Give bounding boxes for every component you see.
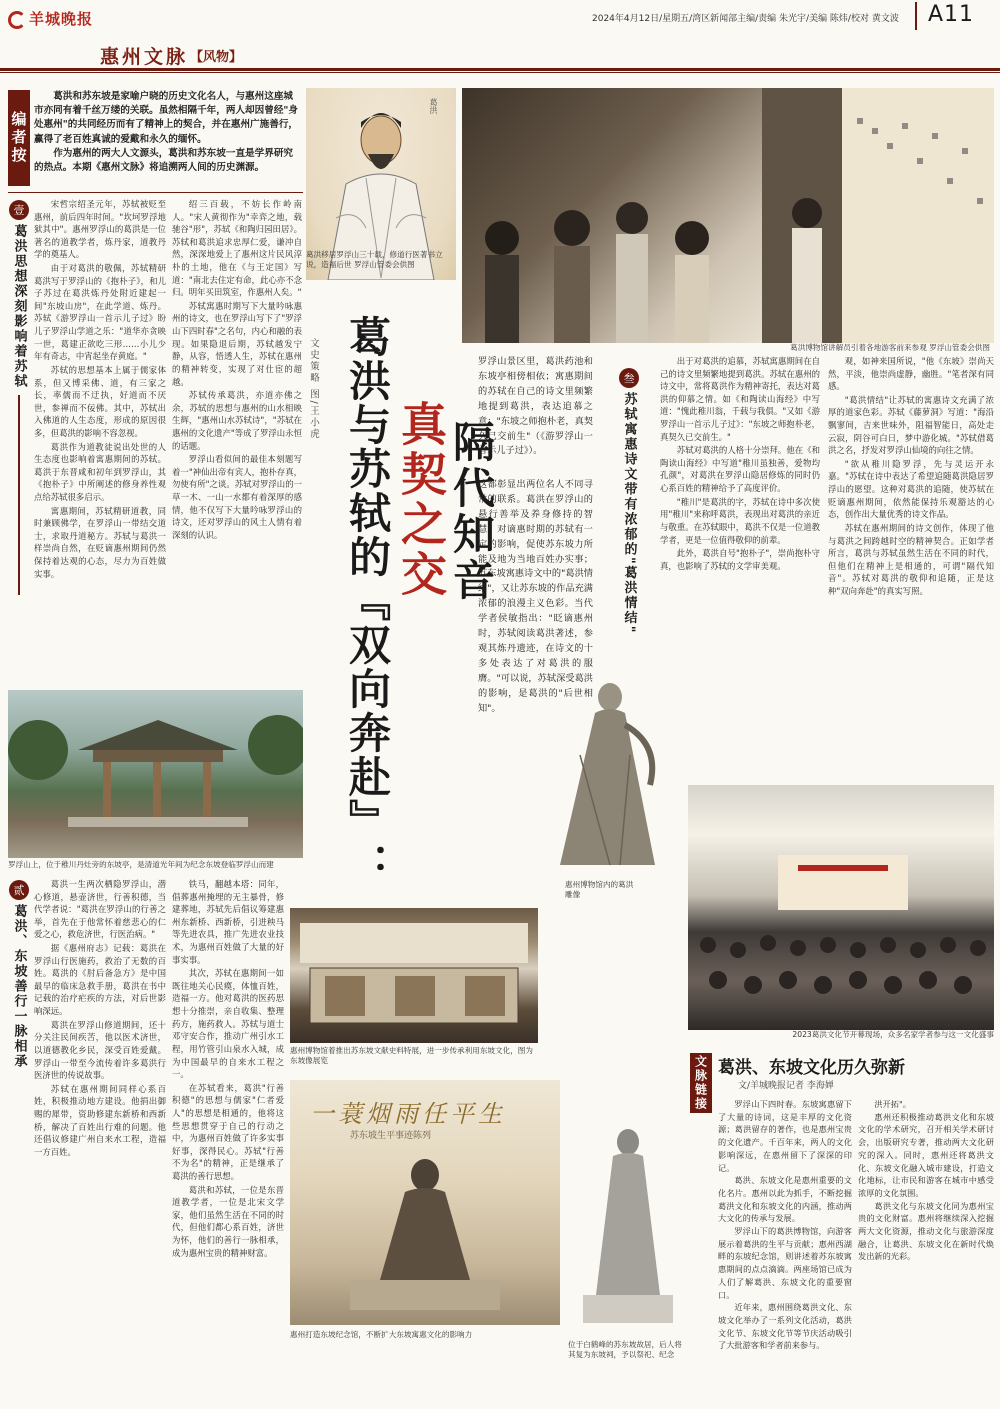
masthead-rule: [0, 68, 1000, 71]
page-number: A11: [928, 2, 975, 27]
section-1-bar: [18, 395, 20, 595]
paragraph: 罗浮山下的葛洪博物馆，向游客展示着葛洪的生平与贡献；惠州西湖畔的东坡纪念馆，则讲述着苏东坡寓惠期间的点点滴滴。两座场馆已成为人们了解葛洪、东坡文化的重要窗口。: [718, 1226, 852, 1300]
paragraph: 葛洪一生两次栖隐罗浮山，潜心修道，悬壶济世，行善积德，当代学者说："葛洪在罗浮山的行善之举，首先在于他常怀着慈悲心的仁爱之心，救危济世，行医治病。": [34, 879, 166, 940]
lead-paragraph-2: 这都彰显出两位名人不同寻常的联系。葛洪在罗浮山的悬行善举及养身修持的智慧，对谪惠时期的苏轼有一定的影响，促使苏东坡力所能及地为当地百姓办实事；苏东坡寓惠诗文中的"葛洪情结"，又让苏东坡的作品充满浓郁的浪漫主义色彩。当代学者侯敏指出："眨谪惠州时，苏轼阅读葛洪著述，参观其炼丹遗迹，在诗文的十多处表达了对葛洪的服膺。"可以说，苏轼深受葛洪的影响，是葛洪的"后世相知"。: [478, 479, 593, 714]
editor-note-rule: [8, 192, 303, 193]
editor-note: [34, 90, 302, 186]
masthead-rule-thin: [0, 72, 1000, 73]
festival-hall-caption: 2023葛洪文化节开幕现场，众多名家学者参与这一文化盛事: [792, 1030, 994, 1039]
section-3-column-2: [828, 355, 994, 775]
dongpo-figure-icon: [290, 1080, 560, 1325]
paragraph: 寓惠期间，苏轼精研道教，同时兼顾佛学，在罗浮山一带结交道士，求取丹道秘方。苏轼与葛洪一样崇尚自然，在贬谪惠州期间仍然保持着达观的心态，尽力为百姓做实事。: [34, 505, 166, 579]
link-section-column-2: [858, 1098, 994, 1398]
section-2-column-1: [34, 878, 166, 1393]
page-number-divider: [915, 2, 917, 30]
editor-note-label: 编者按: [8, 90, 30, 186]
lead-paragraph-1: 罗浮山景区里，葛洪药池和东坡亭相傍相依；寓惠期间的苏轼在自己的诗文里频繁地提到葛洪，表达追慕之意："东坡之师抱朴老，真契久已交前生"（《游罗浮山一首示儿子过》）。: [478, 356, 593, 457]
statue-caption: 惠州博物馆内的葛洪雕像: [565, 880, 634, 900]
dongpo-statue-caption: 位于白鹤峰的苏东坡故居，后人将其复为东坡祠，予以祭祀、纪念: [568, 1340, 682, 1360]
masthead: [0, 0, 1000, 75]
paragraph: 绍三百载，不妨长作岭南人。"宋人黄彻作为"幸弈之地，载驰谷"形"，苏轼《和陶归园田居》。苏轼和葛洪追求忠厚仁爱，谦冲自然，深深地爱上了惠州这片民风淳朴的土地，他在《与王定国》写道："南北去住定有命，此心亦不念归。明年买田筑室，作惠州人矣。": [172, 199, 302, 298]
section-2-number: 贰: [9, 880, 29, 900]
headline-main: 葛洪与苏轼的『双向奔赴』：: [343, 315, 392, 887]
paragraph: "欲从稚川隐罗浮，先与灵运开永嘉。"苏轼在诗中表达了希望追随葛洪隐居罗浮山的愿望。这种对葛洪的追随，使苏轼在贬谪惠州期间，依然能保持乐观豁达的心态，创作出大量优秀的诗文作品。: [828, 458, 994, 520]
logo-mark-icon: [8, 11, 26, 29]
section-3-number: 叁: [619, 368, 639, 388]
newspaper-logo: [8, 8, 93, 29]
dongpo-memorial-photo: [290, 1080, 560, 1325]
exhibition-photo: [290, 908, 538, 1043]
section-1-tag: [8, 200, 30, 595]
paragraph: 铁马，翻越本塔：同年，倡葬惠州掩埋的无主暴骨，修建葬地，苏轼先后倡议筹建惠州东新桥、西新桥，引进秧马等先进农具，推广先进农业技术，为惠州百姓做了大量的好事实事。: [172, 879, 284, 965]
link-section-byline: 文/羊城晚报记者 李海婵: [738, 1081, 834, 1091]
section-1-column-1: [34, 198, 166, 680]
paragraph: 葛洪在罗浮山修道期间，还十分关注民间疾苦，他以医术济世，以道德教化乡民，深受百姓爱戴。罗浮山一带至今流传着许多葛洪行医济世的传说故事。: [34, 1019, 166, 1081]
banner-calligraphy: 一蓑烟雨任平生: [310, 1100, 506, 1128]
museum-visitors-photo: [462, 88, 994, 343]
headline-sub-2: 隔代知音: [447, 420, 496, 604]
issue-info: 2024年4月12日/星期五/湾区新闻部主编/责编 朱光宇/美编 陈炜/校对 黄文波: [592, 14, 899, 24]
section-2-column-2: [172, 878, 284, 1393]
paragraph: 苏轼传承葛洪，亦道亦佛之余，苏轼的思想与惠州的山水相映生辉，"惠州山水苏轼诗"，"苏轼在惠州的文化遗产"等成了罗浮山永恒的话题。: [172, 390, 302, 451]
section-2-title: 葛洪、东坡善行一脉相承: [11, 904, 27, 1069]
paragraph: 据《惠州府志》记载：葛洪在罗浮山行医施药，救治了无数的百姓。葛洪的《肘后备急方》是中国最早的临床急救手册，葛洪在书中记载的治疗疟疾的方法，对后世影响深远。: [34, 943, 166, 1017]
editor-note-paragraph: 作为惠州的两大人文源头，葛洪和苏东坡一直是学界研究的热点。本期《惠州文脉》将追溯两人间的历史渊源。: [34, 147, 294, 173]
paragraph: 惠州还积极推动葛洪文化和东坡文化的学术研究，召开相关学术研讨会，出版研究专著，推动两大文化研究的深入。同时，惠州还将葛洪文化、东坡文化融入城市建设，打造文化地标，让市民和游客在城市中感受浓厚的文化氛围。: [858, 1111, 994, 1198]
portrait-caption: 葛洪移居罗浮山三十载，修道行医著书立说，造福后世 罗浮山管委会供图: [306, 250, 443, 270]
paragraph: 在苏轼看来，葛洪"行善积德"的思想与儒家"仁者爱人"的思想是相通的，他将这些思想贯穿于自己的行动之中，为惠州百姓做了许多实事好事，深得民心。苏轼"行善不为名"的精神，正是继承了葛洪的善行思想。: [172, 1082, 284, 1182]
article-byline: 文史策略 图/王小虎: [308, 338, 319, 441]
exhibit-case-icon: [290, 908, 538, 1043]
section-1-number: 壹: [9, 200, 29, 220]
dongpo-memorial-caption: 惠州打造东坡纪念馆，不断扩大东坡寓惠文化的影响力: [290, 1330, 473, 1339]
link-section-column-1: [718, 1098, 852, 1398]
logo-text: 羊城晚报: [29, 10, 94, 28]
paragraph: 宋哲宗绍圣元年，苏轼被贬至惠州，前后四年时间。"坎坷罗浮地狱其中"。惠州罗浮山的葛洪是一位著名的道教学者，炼丹家，道教丹学的奠基人。: [34, 199, 166, 260]
paragraph: 葛洪、东坡文化是惠州重要的文化名片。惠州以此为抓手，不断挖掘葛洪文化和东坡文化的内涵，推动两大文化的传承与发展。: [718, 1175, 852, 1224]
section-2-tag: [8, 880, 30, 1069]
statue-icon: [540, 675, 688, 875]
section-subtitle: 【风物】: [190, 49, 243, 65]
pavilion-icon: [8, 690, 303, 858]
editor-note-paragraph: 葛洪和苏东坡是家喻户晓的历史文化名人，与惠州这座城市亦同有着千丝万缕的关联。虽然相隔千年，两人却因曾经"身处惠州"的共同经历而有了精神上的契合，并在惠州广施善行，赢得了老百姓真诚的爱戴和永久的缅怀。: [34, 91, 299, 145]
section-header: [100, 40, 242, 70]
link-section-label: 文脉链接: [690, 1053, 712, 1113]
paragraph: 出于对葛洪的追慕，苏轼寓惠期间在自己的诗文里频繁地提到葛洪。苏轼在惠州的诗文中，常将葛洪作为精神寄托，表达对葛洪的仰慕之情。如《和陶读山海经》中写道："愧此稚川翁，千载与我俱。"又如《游罗浮山一首示儿子过》："东坡之师抱朴老，真契久已交前生。": [660, 356, 820, 442]
museum-visitors-caption: 葛洪博物馆讲解员引着各地游客前来参观 罗浮山管委会供图: [790, 343, 990, 352]
paragraph: 苏轼对葛洪的人格十分崇拜。他在《和陶读山海经》中写道"稚川虽独善，爱物均孔颜"，对葛洪在罗浮山隐居修炼的同时仍心系百姓的精神给予了高度评价。: [660, 445, 820, 494]
pavilion-caption: 罗浮山上，位于稚川丹灶旁的东坡亭，是清道光年间为纪念东坡登临罗浮山而建: [8, 860, 274, 869]
portrait-label: 葛洪: [429, 98, 438, 114]
headline-sub-1: 真契之交: [394, 400, 448, 600]
section-1-title: 葛洪思想深刻影响着苏轼: [11, 224, 27, 389]
dongpo-statue-icon: [568, 1120, 688, 1325]
paragraph: 苏轼寓惠时期写下大量吟咏惠州的诗文，也在罗浮山写下了"罗浮山下四时春"之名句，内心和融的表现。如果隐退后期，苏轼越发宁静，从容，悟透人生，苏轼在惠州的精神转变，实现了对仕宦的超越。: [172, 300, 302, 387]
paragraph: 葛洪文化与东坡文化同为惠州宝贵的文化财富。惠州将继续深入挖掘两大文化资源，推动文化与旅游深度融合，让葛洪、东坡文化在新时代焕发出新的光彩。: [858, 1200, 994, 1262]
paragraph: 苏轼的思想基本上属于儒家体系，但又博采佛、道，有三家之长，率儒而不迂执，好道而不厌世，参禅而不佞佛。其中，苏轼出入佛道的人生态度，形成的原因很多，但葛洪的影响不容忽视。: [34, 364, 166, 438]
paragraph: 苏轼在惠州期间的诗文创作，体现了他与葛洪之间跨越时空的精神契合。正如学者所言，葛洪与苏轼虽然生活在不同的时代，但他们在精神上是相通的，可谓"隔代知音"。苏轼对葛洪的敬仰和追随，正是这种"双向奔赴"的真实写照。: [828, 522, 994, 596]
paragraph: 观，如神来国所说，"他《东坡》崇尚天然，平淡，他崇尚虚静，幽胜。"笔者深有同感。: [828, 356, 994, 392]
festival-hall-photo: [688, 785, 994, 1030]
banner-subtitle: 苏东坡生平事迹陈列: [350, 1131, 432, 1141]
link-section-title: 葛洪、东坡文化历久弥新: [718, 1058, 905, 1078]
section-3-tag: [618, 368, 640, 635]
paragraph: 由于对葛洪的敬佩，苏轼精研葛洪写于罗浮山的《抱朴子》，和儿子苏过在葛洪炼丹处附近建起一间"东坡山房"，在此学道、炼丹。苏轼《游罗浮山一首示儿子过》盼儿子罗浮山学道之乐："道华亦贪映一世，葛建正欲吃三形……小儿少年有奇志，中宵起坐存黄庭。": [34, 263, 166, 362]
museum-scene-icon: [462, 88, 994, 343]
ge-hong-statue-photo: [540, 675, 688, 875]
paragraph: 葛洪和苏轼，一位是东晋道教学者，一位是北宋文学家，他们虽然生活在不同的时代，但他们都心系百姓，济世为怀，他们的善行一脉相承，成为惠州宝贵的精神财富。: [172, 1184, 284, 1258]
paragraph: 罗浮山看似间的最佳本刻题写着一"神仙出帝有宾人，抱朴存真，勿使有所"之谈。苏轼对罗浮山的一草一木、一山一水都有着深厚的感情，他不仅写下大量吟咏罗浮山的诗文，还对罗浮山的风土人情有着深刻的认识。: [172, 454, 302, 540]
section-title: 惠州文脉: [100, 45, 189, 68]
paragraph: 洪开拓"。: [874, 1099, 911, 1109]
paragraph: "稚川"是葛洪的字，苏轼在诗中多次使用"稚川"来称呼葛洪，表现出对葛洪的亲近与敬重。在苏轼眼中，葛洪不仅是一位道教学者，更是一位值得敬仰的前辈。: [660, 496, 820, 545]
paragraph: "葛洪情结"让苏轼的寓惠诗文充满了浓厚的道家色彩。苏轼《藤萝洞》写道："海沿飘寥间，吉来世味外，阻福智能日，高处走云寂，阴谷可白日，梦中游化城。"苏轼借葛洪之名，抒发对罗浮山仙境的向往之情。: [828, 394, 994, 456]
dongpo-statue-photo: [568, 1120, 688, 1325]
section-1-column-2: [172, 198, 302, 680]
paragraph: 罗浮山下四时春。东坡寓惠留下了大量的诗词，这是丰厚的文化资源；葛洪留存的著作，也是惠州宝贵的文化遗产。千百年来，两人的文化影响深远，在惠州留下了深深的印记。: [718, 1099, 852, 1173]
paragraph: 近年来，惠州围绕葛洪文化、东坡文化举办了一系列文化活动，葛洪文化节、东坡文化节等节庆活动吸引了大批游客和学者前来参与。: [718, 1302, 852, 1351]
paragraph: 其次，苏轼在惠期间一如既往地关心民瘼，体恤百姓，造福一方。他对葛洪的医药思想十分推崇，亲自收集、整理药方，施药救人。苏轼与道士邓守安合作，推动广州引水工程，用竹管引山泉水入城，成为中国最早的自来水工程之一。: [172, 968, 284, 1080]
paragraph: 苏轼在惠州期间同样心系百姓，积极推动地方建设。他捐出御赐的犀带，资助修建东新桥和西新桥，解决了百姓出行难的问题。他还倡议修建广州自来水工程，造福一方百姓。: [34, 1083, 166, 1157]
paragraph: 葛洪作为道教徒说出处世的人生态度也影响着寓惠期间的苏轼。葛洪于东晋咸和初年到罗浮山，其《抱朴子》中所阐述的修身养性观点给苏轼很多启示。: [34, 441, 166, 503]
section-3-title: 苏轼寓惠诗文带有浓郁的"葛洪情结": [621, 392, 637, 635]
dongpo-pavilion-photo: [8, 690, 303, 858]
audience-icon: [688, 785, 994, 1030]
exhibition-caption: 惠州博物馆着推出苏东坡文献史料特展，进一步传承利用东坡文化，图为东坡像展览: [290, 1046, 533, 1066]
paragraph: 此外，葛洪自号"抱朴子"，崇尚抱朴守真，也影响了苏轼的文学审美观。: [660, 548, 820, 571]
